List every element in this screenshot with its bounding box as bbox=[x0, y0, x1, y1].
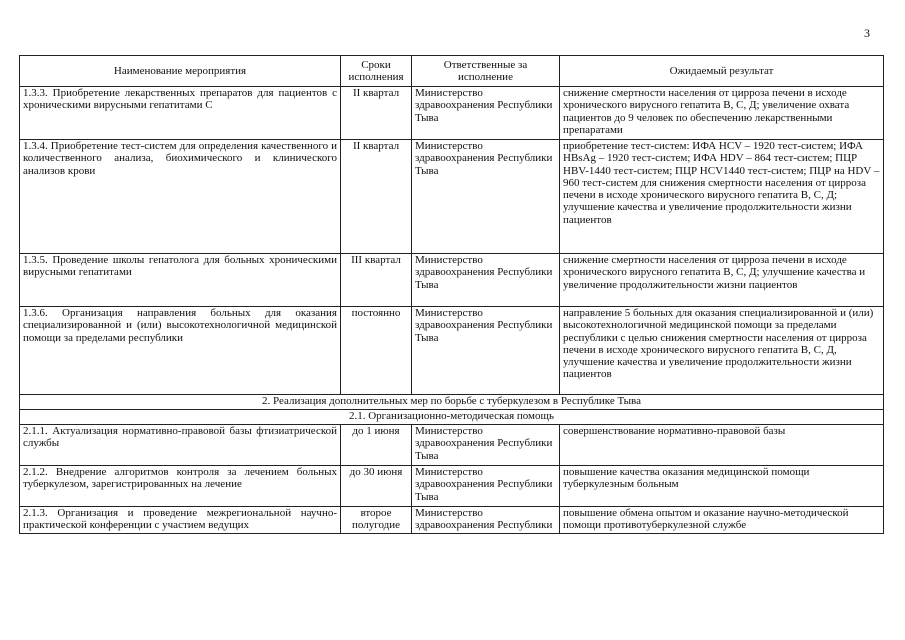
header-result: Ожидаемый результат bbox=[560, 56, 884, 87]
activity-name: 1.3.4. Приобретение тест-систем для определения качественного и количественного анализа, биохимического и клинического анализов крови bbox=[20, 140, 341, 254]
activity-term: II квартал bbox=[341, 87, 412, 140]
subsection-row bbox=[20, 410, 884, 425]
activity-result: снижение смертности населения от цирроза печени в исходе хронического вирусного гепатита В, С, Д; улучшение качества и увеличение продолжительности жизни пациентов bbox=[560, 254, 884, 307]
activity-responsible: Министерство здравоохранения Республики Тыва bbox=[412, 307, 560, 395]
activity-result: приобретение тест-систем: ИФА HCV – 1920 тест-систем; ИФА HBsAg – 1920 тест-систем; ИФА HDV – 864 тест-систем; ПЦР HBV-1440 тест-систем; ПЦР HCV1440 тест-систем; ПЦР на HDV – 960 тест-систем для снижения смертности населения от цирроза печени в исходе хронического вирусного гепатита В, С, Д; улучшение качества и увеличение продолжительности жизни пациентов bbox=[560, 140, 884, 254]
activity-responsible: Министерство здравоохранения Республики Тыва bbox=[412, 466, 560, 507]
activity-responsible: Министерство здравоохранения Республики bbox=[412, 507, 560, 534]
table-row bbox=[20, 254, 884, 307]
activity-result: повышение качества оказания медицинской помощи туберкулезным больным bbox=[560, 466, 884, 507]
table-row bbox=[20, 507, 884, 534]
activity-responsible: Министерство здравоохранения Республики Тыва bbox=[412, 140, 560, 254]
activity-name: 1.3.3. Приобретение лекарственных препаратов для пациентов с хроническими вирусными гепатитами С bbox=[20, 87, 341, 140]
activity-term: III квартал bbox=[341, 254, 412, 307]
table-row bbox=[20, 425, 884, 466]
header-name: Наименование мероприятия bbox=[20, 56, 341, 87]
action-plan-table bbox=[19, 55, 884, 534]
activity-term: постоянно bbox=[341, 307, 412, 395]
header-responsible: Ответственные за исполнение bbox=[412, 56, 560, 87]
section-heading: 2. Реализация дополнительных мер по борьбе с туберкулезом в Республике Тыва bbox=[20, 395, 884, 410]
section-row bbox=[20, 395, 884, 410]
activity-responsible: Министерство здравоохранения Республики Тыва bbox=[412, 254, 560, 307]
table-row bbox=[20, 307, 884, 395]
activity-name: 1.3.5. Проведение школы гепатолога для больных хроническими вирусными гепатитами bbox=[20, 254, 341, 307]
activity-result: повышение обмена опытом и оказание научно-методической помощи противотуберкулезной службе bbox=[560, 507, 884, 534]
page-number: 3 bbox=[864, 26, 870, 40]
table-row bbox=[20, 140, 884, 254]
activity-term: до 30 июня bbox=[341, 466, 412, 507]
header-term: Сроки исполнения bbox=[341, 56, 412, 87]
activity-name: 2.1.3. Организация и проведение межрегиональной научно-практической конференции с участием ведущих bbox=[20, 507, 341, 534]
activity-term: II квартал bbox=[341, 140, 412, 254]
subsection-heading: 2.1. Организационно-методическая помощь bbox=[20, 410, 884, 425]
activity-name: 2.1.2. Внедрение алгоритмов контроля за лечением больных туберкулезом, зарегистрированных на лечение bbox=[20, 466, 341, 507]
activity-result: снижение смертности населения от цирроза печени в исходе хронического вирусного гепатита В, С, Д; увеличение охвата пациентов до 9 человек по обеспечению лекарственными препаратами bbox=[560, 87, 884, 140]
activity-term: до 1 июня bbox=[341, 425, 412, 466]
activity-result: направление 5 больных для оказания специализированной и (или) высокотехнологичной медицинской помощи за пределами республики с целью снижения смертности населения от цирроза печени в исходе хронического вирусного гепатита В, С, Д, улучшение качества и увеличение продолжительности жизни пациентов bbox=[560, 307, 884, 395]
table-header-row bbox=[20, 56, 884, 87]
table-row bbox=[20, 87, 884, 140]
activity-responsible: Министерство здравоохранения Республики Тыва bbox=[412, 425, 560, 466]
activity-name: 1.3.6. Организация направления больных для оказания специализированной и (или) высокотехнологичной медицинской помощи за пределами республики bbox=[20, 307, 341, 395]
activity-term: второе полугодие bbox=[341, 507, 412, 534]
activity-responsible: Министерство здравоохранения Республики Тыва bbox=[412, 87, 560, 140]
activity-name: 2.1.1. Актуализация нормативно-правовой базы фтизиатрической службы bbox=[20, 425, 341, 466]
activity-result: совершенствование нормативно-правовой базы bbox=[560, 425, 884, 466]
table-row bbox=[20, 466, 884, 507]
